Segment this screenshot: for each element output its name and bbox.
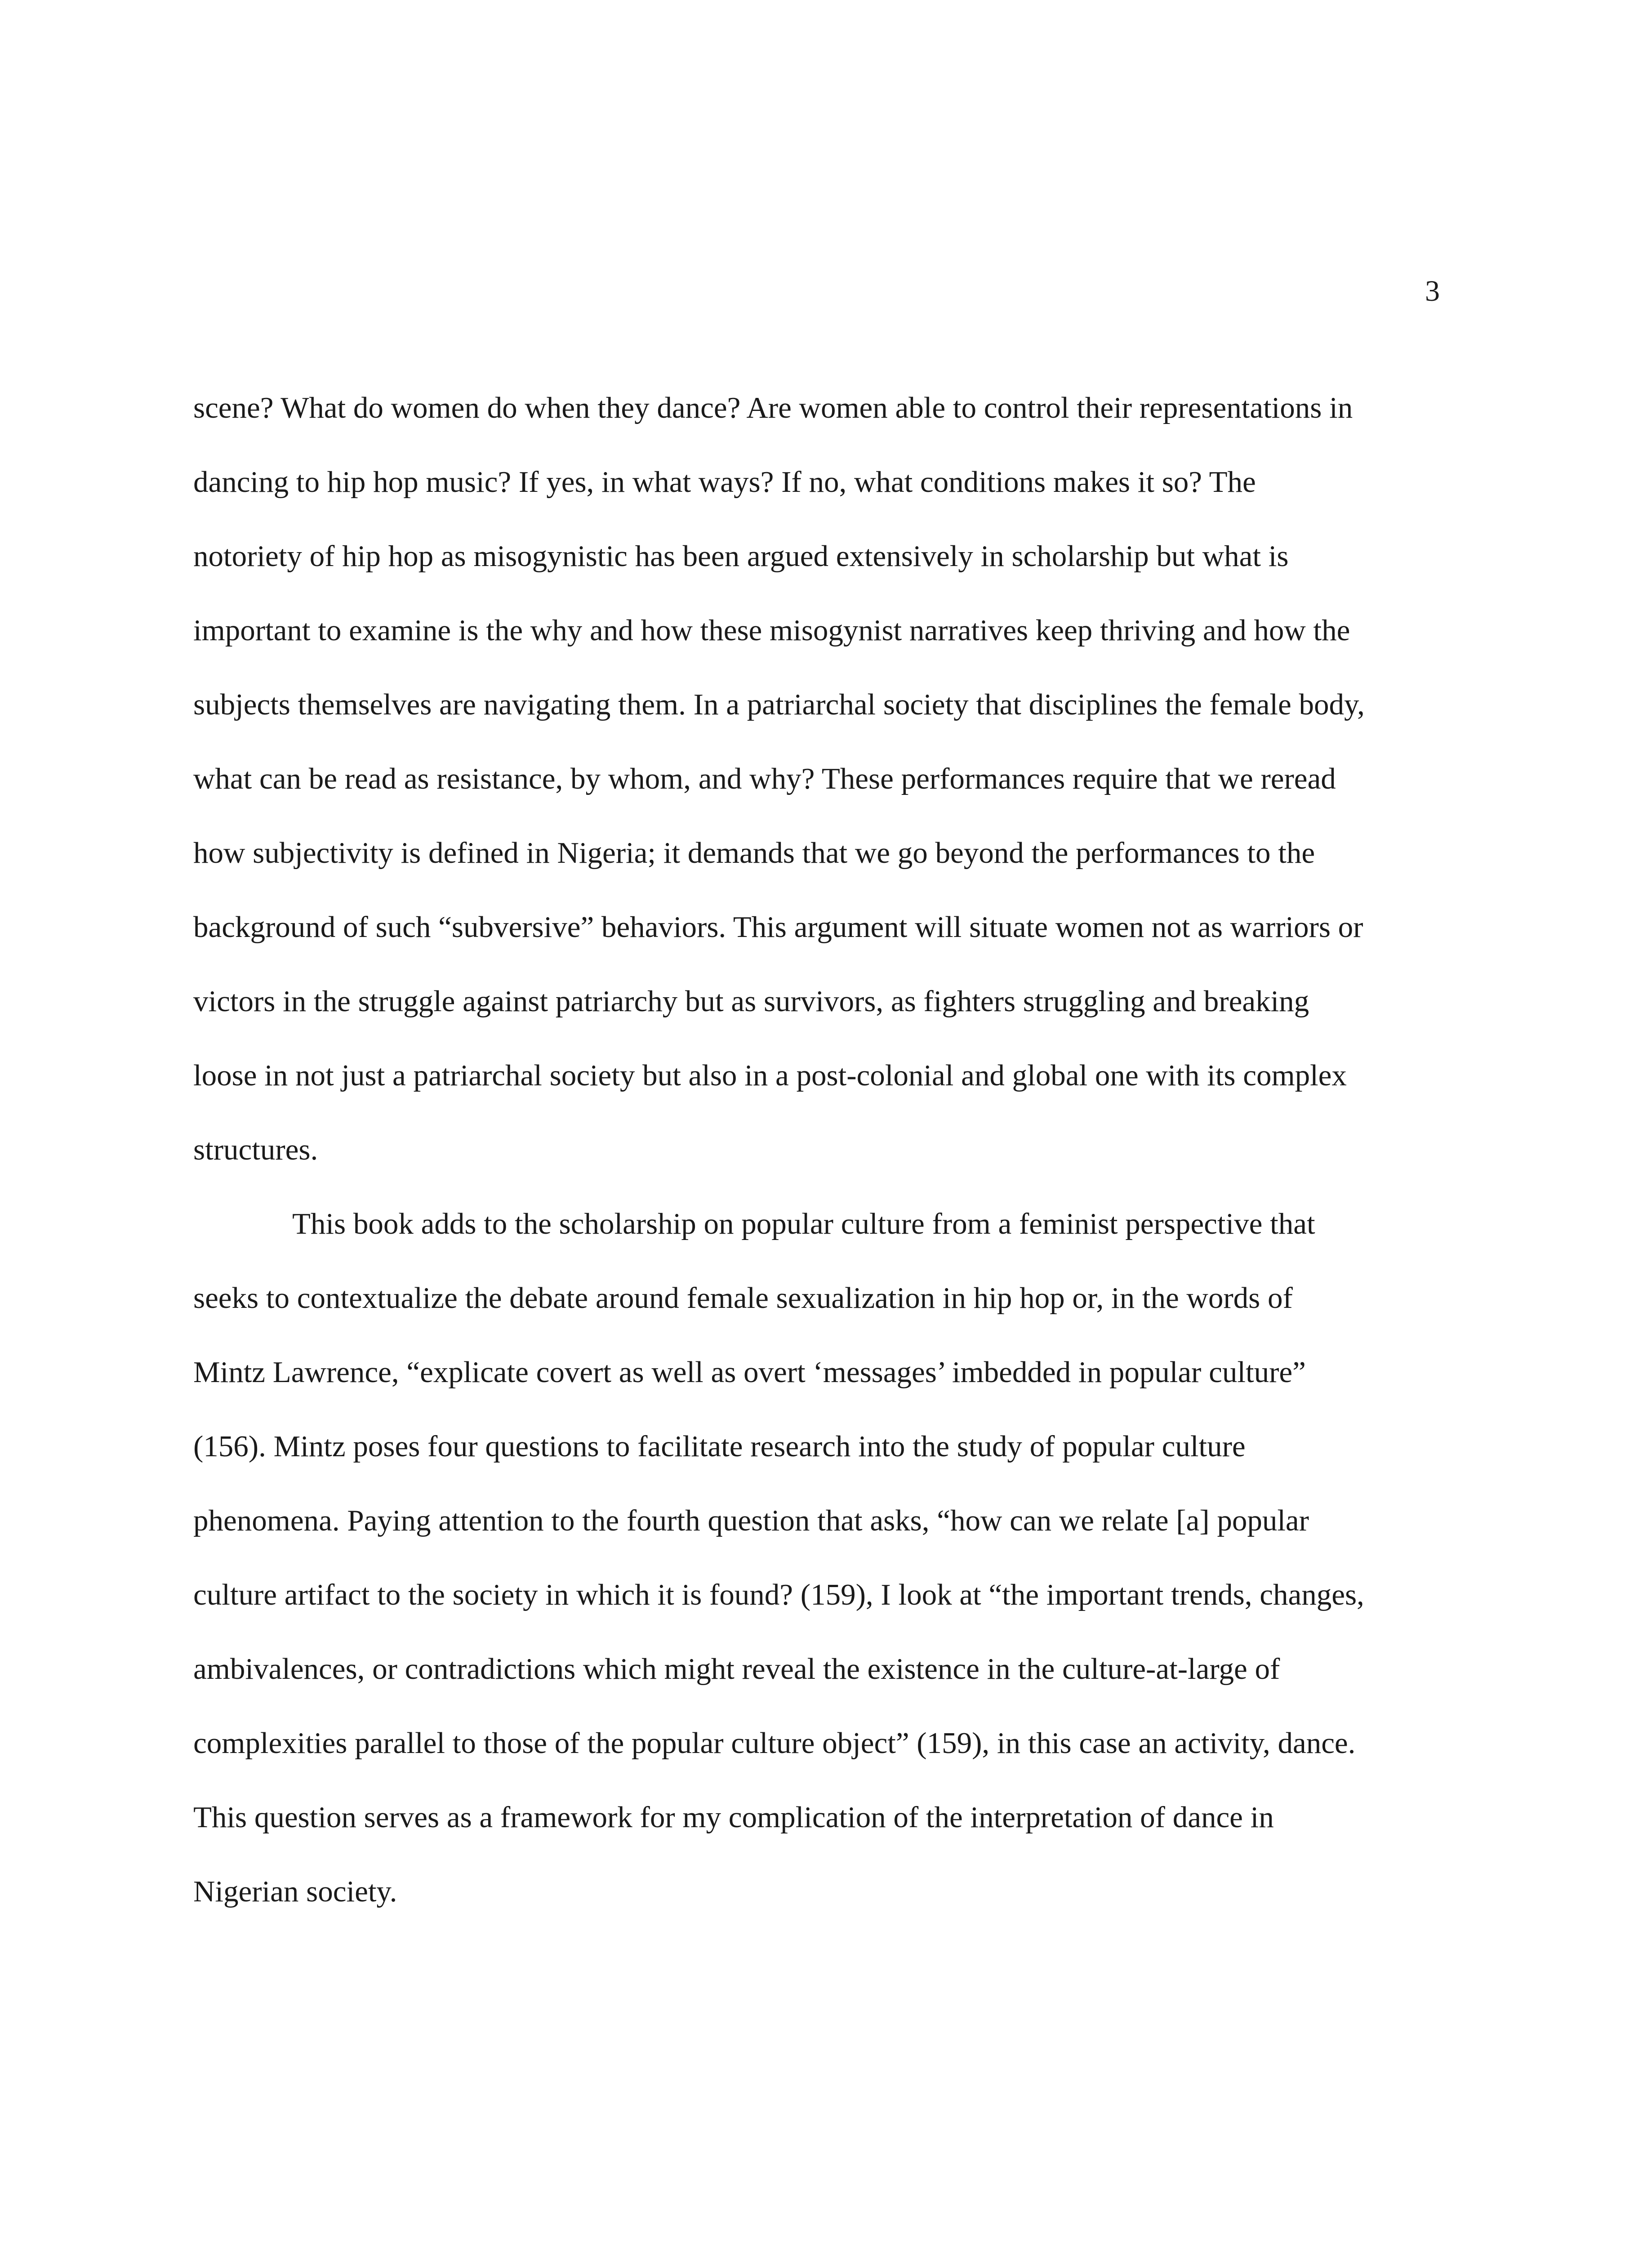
text-line: dancing to hip hop music? If yes, in what ways? If no, what conditions makes it so? The — [193, 465, 1256, 499]
text-line: loose in not just a patriarchal society but also in a post-colonial and global one with its complex — [193, 1059, 1347, 1092]
text-line: seeks to contextualize the debate around female sexualization in hip hop or, in the words of — [193, 1281, 1293, 1315]
text-line: subjects themselves are navigating them. In a patriarchal society that disciplines the female body, — [193, 688, 1365, 721]
text-line: Nigerian society. — [193, 1875, 397, 1908]
text-line: complexities parallel to those of the popular culture object” (159), in this case an activity, dance. — [193, 1726, 1356, 1760]
page-number: 3 — [1425, 275, 1440, 308]
body-text — [193, 371, 1461, 1929]
text-line: what can be read as resistance, by whom, and why? These performances require that we reread — [193, 762, 1336, 795]
text-line: notoriety of hip hop as misogynistic has been argued extensively in scholarship but what is — [193, 540, 1289, 573]
text-line: culture artifact to the society in which it is found? (159), I look at “the important trends, changes, — [193, 1578, 1364, 1611]
text-line: This question serves as a framework for my complication of the interpretation of dance in — [193, 1801, 1274, 1834]
text-line: structures. — [193, 1133, 318, 1166]
text-line: important to examine is the why and how these misogynist narratives keep thriving and how the — [193, 614, 1350, 647]
text-line: phenomena. Paying attention to the fourth question that asks, “how can we relate [a] popular — [193, 1504, 1309, 1537]
paragraph-1 — [193, 371, 1461, 1187]
text-line: This book adds to the scholarship on popular culture from a feminist perspective that — [292, 1207, 1315, 1240]
paragraph-2 — [193, 1187, 1461, 1929]
text-line: scene? What do women do when they dance? Are women able to control their representations in — [193, 391, 1353, 424]
text-line: (156). Mintz poses four questions to facilitate research into the study of popular culture — [193, 1430, 1246, 1463]
text-line: background of such “subversive” behaviors. This argument will situate women not as warriors or — [193, 910, 1363, 944]
text-line: how subjectivity is defined in Nigeria; it demands that we go beyond the performances to the — [193, 836, 1315, 870]
text-line: ambivalences, or contradictions which might reveal the existence in the culture-at-large of — [193, 1652, 1280, 1686]
text-line: victors in the struggle against patriarchy but as survivors, as fighters struggling and breaking — [193, 985, 1309, 1018]
text-line: Mintz Lawrence, “explicate covert as well as overt ‘messages’ imbedded in popular culture” — [193, 1356, 1306, 1389]
